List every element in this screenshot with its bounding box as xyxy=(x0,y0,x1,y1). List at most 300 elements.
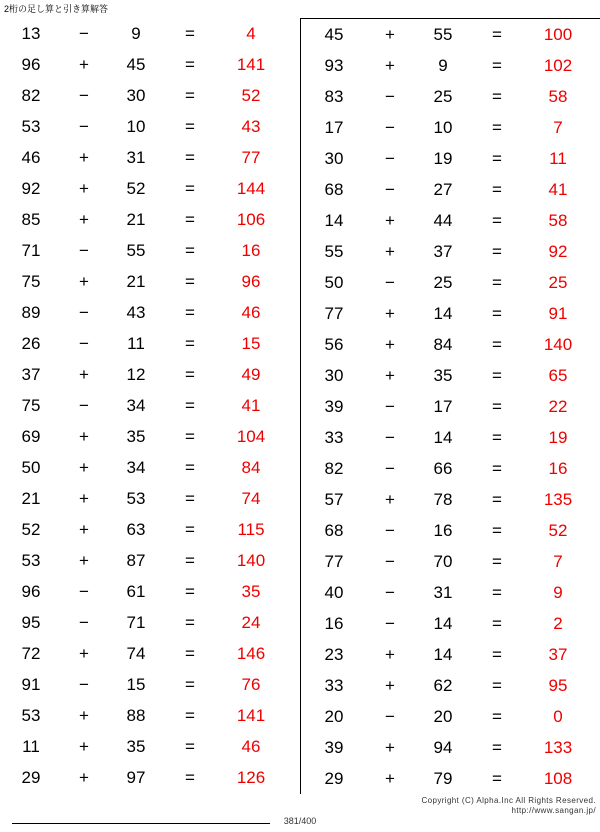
operand-left: 33 xyxy=(324,675,344,695)
answer-value: 43 xyxy=(241,116,261,136)
answer-value: 96 xyxy=(241,271,261,291)
operator: − xyxy=(79,581,89,601)
equals-sign: = xyxy=(492,520,502,540)
operand-left: 75 xyxy=(21,395,41,415)
equals-sign: = xyxy=(185,271,195,291)
operand-left: 57 xyxy=(324,489,344,509)
equals-sign: = xyxy=(492,210,502,230)
operand-left: 72 xyxy=(21,643,41,663)
operand-left: 29 xyxy=(21,767,41,787)
operand-right: 21 xyxy=(126,271,146,291)
equals-sign: = xyxy=(185,426,195,446)
answer-value: 41 xyxy=(241,395,261,415)
operand-right: 35 xyxy=(126,426,146,446)
equals-sign: = xyxy=(492,706,502,726)
equals-sign: = xyxy=(185,395,195,415)
equals-sign: = xyxy=(492,334,502,354)
operand-left: 55 xyxy=(324,241,344,261)
answer-value: 92 xyxy=(548,241,568,261)
operand-right: 19 xyxy=(433,148,453,168)
problem-row xyxy=(0,173,300,204)
problem-row xyxy=(0,359,300,390)
operand-right: 35 xyxy=(126,736,146,756)
operand-left: 96 xyxy=(21,581,41,601)
operator: + xyxy=(79,54,89,74)
answer-value: 52 xyxy=(241,85,261,105)
answer-value: 0 xyxy=(553,706,563,726)
problem-row xyxy=(301,670,600,701)
operator: + xyxy=(385,210,395,230)
operand-right: 21 xyxy=(126,209,146,229)
problem-row xyxy=(301,81,600,112)
problem-row xyxy=(301,422,600,453)
equals-sign: = xyxy=(492,644,502,664)
operand-left: 93 xyxy=(324,55,344,75)
operator: − xyxy=(79,333,89,353)
equals-sign: = xyxy=(185,240,195,260)
operator: − xyxy=(385,396,395,416)
operator: − xyxy=(385,458,395,478)
operator: − xyxy=(385,427,395,447)
operand-right: 61 xyxy=(126,581,146,601)
operand-left: 82 xyxy=(21,85,41,105)
operand-left: 77 xyxy=(324,303,344,323)
operator: + xyxy=(385,241,395,261)
problem-row xyxy=(0,762,300,793)
answer-value: 37 xyxy=(548,644,568,664)
operand-left: 46 xyxy=(21,147,41,167)
answer-value: 19 xyxy=(548,427,568,447)
operator: − xyxy=(79,240,89,260)
operand-right: 16 xyxy=(433,520,453,540)
answer-value: 22 xyxy=(548,396,568,416)
operand-right: 17 xyxy=(433,396,453,416)
operand-right: 55 xyxy=(126,240,146,260)
operand-left: 77 xyxy=(324,551,344,571)
problem-row xyxy=(0,142,300,173)
answer-value: 106 xyxy=(236,209,266,229)
operand-right: 43 xyxy=(126,302,146,322)
operand-right: 97 xyxy=(126,767,146,787)
operand-left: 29 xyxy=(324,768,344,788)
problem-row xyxy=(301,453,600,484)
answer-value: 49 xyxy=(241,364,261,384)
operand-left: 39 xyxy=(324,396,344,416)
problem-row xyxy=(301,360,600,391)
operator: + xyxy=(385,737,395,757)
problem-column-left xyxy=(0,18,300,794)
operator: + xyxy=(79,426,89,446)
equals-sign: = xyxy=(185,178,195,198)
problem-row xyxy=(301,174,600,205)
operator: + xyxy=(79,209,89,229)
problem-row xyxy=(0,483,300,514)
operator: + xyxy=(385,768,395,788)
operand-left: 30 xyxy=(324,365,344,385)
equals-sign: = xyxy=(185,488,195,508)
operand-right: 34 xyxy=(126,457,146,477)
answer-value: 35 xyxy=(241,581,261,601)
problem-row xyxy=(301,515,600,546)
equals-sign: = xyxy=(185,333,195,353)
operator: + xyxy=(79,550,89,570)
operator: − xyxy=(79,116,89,136)
operator: − xyxy=(79,674,89,694)
equals-sign: = xyxy=(492,272,502,292)
operand-right: 9 xyxy=(438,55,448,75)
operand-right: 87 xyxy=(126,550,146,570)
copyright-line-1: Copyright (C) Alpha.Inc All Rights Reserved. xyxy=(421,796,596,805)
operand-right: 53 xyxy=(126,488,146,508)
operand-right: 55 xyxy=(433,24,453,44)
operator: + xyxy=(79,643,89,663)
answer-value: 140 xyxy=(236,550,266,570)
operator: + xyxy=(79,147,89,167)
copyright-line-2: http://www.sangan.jp/ xyxy=(511,806,596,815)
operand-right: 20 xyxy=(433,706,453,726)
problem-row xyxy=(301,763,600,794)
operand-right: 12 xyxy=(126,364,146,384)
operator: + xyxy=(385,24,395,44)
answer-value: 24 xyxy=(241,612,261,632)
equals-sign: = xyxy=(492,582,502,602)
operator: + xyxy=(79,178,89,198)
operand-right: 14 xyxy=(433,613,453,633)
equals-sign: = xyxy=(185,364,195,384)
problem-row xyxy=(301,391,600,422)
problem-row xyxy=(301,546,600,577)
equals-sign: = xyxy=(185,643,195,663)
answer-value: 74 xyxy=(241,488,261,508)
equals-sign: = xyxy=(185,705,195,725)
problem-rows-left xyxy=(0,18,300,793)
operand-left: 96 xyxy=(21,54,41,74)
operand-right: 25 xyxy=(433,272,453,292)
problem-row xyxy=(0,576,300,607)
problem-row xyxy=(0,638,300,669)
operand-left: 23 xyxy=(324,644,344,664)
equals-sign: = xyxy=(185,116,195,136)
operand-right: 11 xyxy=(127,333,145,353)
problem-row xyxy=(0,545,300,576)
equals-sign: = xyxy=(492,241,502,261)
operand-left: 21 xyxy=(21,488,41,508)
problem-row xyxy=(0,266,300,297)
page-number: 381/400 xyxy=(283,816,317,826)
problem-row xyxy=(301,329,600,360)
answer-value: 25 xyxy=(548,272,568,292)
equals-sign: = xyxy=(492,613,502,633)
answer-value: 9 xyxy=(553,582,563,602)
equals-sign: = xyxy=(492,427,502,447)
answer-value: 126 xyxy=(236,767,266,787)
equals-sign: = xyxy=(492,303,502,323)
operator: − xyxy=(79,395,89,415)
operand-left: 89 xyxy=(21,302,41,322)
equals-sign: = xyxy=(185,85,195,105)
equals-sign: = xyxy=(185,519,195,539)
operand-left: 30 xyxy=(324,148,344,168)
operator: + xyxy=(79,705,89,725)
operator: + xyxy=(79,767,89,787)
operator: − xyxy=(385,179,395,199)
problem-row xyxy=(301,298,600,329)
operand-left: 37 xyxy=(21,364,41,384)
problem-row xyxy=(0,607,300,638)
operand-left: 11 xyxy=(22,736,40,756)
operand-left: 91 xyxy=(21,674,41,694)
problem-row xyxy=(0,204,300,235)
operator: + xyxy=(385,55,395,75)
copyright-notice xyxy=(421,796,596,816)
operand-right: 37 xyxy=(433,241,453,261)
problem-row xyxy=(0,390,300,421)
problem-row xyxy=(0,297,300,328)
operand-left: 56 xyxy=(324,334,344,354)
problem-row xyxy=(0,700,300,731)
answer-value: 7 xyxy=(553,551,563,571)
operator: + xyxy=(79,519,89,539)
operator: − xyxy=(79,85,89,105)
operator: − xyxy=(79,612,89,632)
answer-value: 65 xyxy=(548,365,568,385)
operand-right: 74 xyxy=(126,643,146,663)
operator: − xyxy=(385,706,395,726)
operand-right: 35 xyxy=(433,365,453,385)
answer-value: 133 xyxy=(543,737,573,757)
problem-row xyxy=(0,49,300,80)
equals-sign: = xyxy=(185,209,195,229)
operand-left: 50 xyxy=(324,272,344,292)
operand-left: 16 xyxy=(324,613,344,633)
answer-value: 84 xyxy=(241,457,261,477)
operand-left: 45 xyxy=(324,24,344,44)
operator: + xyxy=(385,303,395,323)
operator: + xyxy=(385,365,395,385)
problem-row xyxy=(0,328,300,359)
operand-right: 14 xyxy=(433,644,453,664)
operand-left: 33 xyxy=(324,427,344,447)
answer-value: 46 xyxy=(241,302,261,322)
problem-row xyxy=(0,452,300,483)
operand-left: 50 xyxy=(21,457,41,477)
equals-sign: = xyxy=(185,581,195,601)
equals-sign: = xyxy=(185,674,195,694)
operand-left: 26 xyxy=(21,333,41,353)
operand-right: 88 xyxy=(126,705,146,725)
problem-rows-right xyxy=(301,18,600,794)
operator: + xyxy=(79,364,89,384)
problem-row xyxy=(0,731,300,762)
operator: − xyxy=(385,613,395,633)
operator: − xyxy=(385,582,395,602)
operand-right: 45 xyxy=(126,54,146,74)
operand-left: 53 xyxy=(21,116,41,136)
problem-row xyxy=(0,235,300,266)
problem-row xyxy=(301,236,600,267)
answer-value: 77 xyxy=(241,147,261,167)
answer-value: 58 xyxy=(548,86,568,106)
operand-right: 94 xyxy=(433,737,453,757)
answer-value: 104 xyxy=(236,426,266,446)
operator: − xyxy=(385,551,395,571)
problem-row xyxy=(301,608,600,639)
operand-right: 78 xyxy=(433,489,453,509)
operand-left: 92 xyxy=(21,178,41,198)
operand-left: 95 xyxy=(21,612,41,632)
answer-value: 41 xyxy=(548,179,568,199)
answer-value: 140 xyxy=(543,334,573,354)
operator: + xyxy=(79,271,89,291)
problem-row xyxy=(301,143,600,174)
answer-value: 76 xyxy=(241,674,261,694)
operand-right: 25 xyxy=(433,86,453,106)
answer-value: 46 xyxy=(241,736,261,756)
answer-value: 91 xyxy=(548,303,568,323)
operand-left: 53 xyxy=(21,550,41,570)
operand-right: 10 xyxy=(433,117,453,137)
answer-value: 58 xyxy=(548,210,568,230)
problem-column-right xyxy=(300,18,600,794)
problem-row xyxy=(0,18,300,49)
operand-left: 68 xyxy=(324,520,344,540)
operator: − xyxy=(385,117,395,137)
answer-value: 141 xyxy=(236,705,266,725)
operand-left: 68 xyxy=(324,179,344,199)
equals-sign: = xyxy=(185,23,195,43)
operand-right: 14 xyxy=(433,427,453,447)
answer-value: 100 xyxy=(543,24,573,44)
operand-right: 62 xyxy=(433,675,453,695)
answer-value: 7 xyxy=(553,117,563,137)
operand-right: 84 xyxy=(433,334,453,354)
equals-sign: = xyxy=(492,396,502,416)
operand-left: 83 xyxy=(324,86,344,106)
equals-sign: = xyxy=(492,551,502,571)
answer-value: 146 xyxy=(236,643,266,663)
operand-left: 20 xyxy=(324,706,344,726)
problem-row xyxy=(301,205,600,236)
problem-row xyxy=(301,732,600,763)
operand-left: 75 xyxy=(21,271,41,291)
answer-value: 135 xyxy=(543,489,573,509)
equals-sign: = xyxy=(492,148,502,168)
equals-sign: = xyxy=(492,179,502,199)
operator: + xyxy=(385,489,395,509)
operand-right: 31 xyxy=(433,582,453,602)
equals-sign: = xyxy=(185,147,195,167)
operand-left: 71 xyxy=(21,240,41,260)
equals-sign: = xyxy=(185,54,195,74)
answer-value: 4 xyxy=(246,23,256,43)
operand-left: 53 xyxy=(21,705,41,725)
equals-sign: = xyxy=(185,550,195,570)
operand-right: 10 xyxy=(126,116,146,136)
operand-right: 66 xyxy=(433,458,453,478)
answer-value: 108 xyxy=(543,768,573,788)
operand-right: 63 xyxy=(126,519,146,539)
problem-row xyxy=(301,19,600,50)
answer-value: 15 xyxy=(241,333,261,353)
problem-row xyxy=(0,80,300,111)
operand-left: 39 xyxy=(324,737,344,757)
operand-right: 14 xyxy=(433,303,453,323)
equals-sign: = xyxy=(492,86,502,106)
answer-value: 11 xyxy=(549,148,567,168)
operand-right: 30 xyxy=(126,85,146,105)
answer-value: 115 xyxy=(237,519,265,539)
equals-sign: = xyxy=(185,767,195,787)
operator: + xyxy=(385,675,395,695)
operator: + xyxy=(79,488,89,508)
equals-sign: = xyxy=(185,302,195,322)
operand-right: 34 xyxy=(126,395,146,415)
answer-value: 141 xyxy=(236,54,266,74)
answer-value: 16 xyxy=(241,240,261,260)
problem-row xyxy=(301,484,600,515)
operand-right: 31 xyxy=(126,147,146,167)
operand-right: 44 xyxy=(433,210,453,230)
operand-left: 13 xyxy=(21,23,41,43)
operator: + xyxy=(79,736,89,756)
problem-row xyxy=(301,267,600,298)
problem-row xyxy=(0,514,300,545)
problem-row xyxy=(301,577,600,608)
operator: − xyxy=(79,302,89,322)
problem-row xyxy=(0,669,300,700)
operand-right: 15 xyxy=(126,674,146,694)
operator: − xyxy=(385,148,395,168)
equals-sign: = xyxy=(492,489,502,509)
operand-right: 71 xyxy=(126,612,146,632)
operator: + xyxy=(79,457,89,477)
equals-sign: = xyxy=(185,612,195,632)
operand-right: 52 xyxy=(126,178,146,198)
equals-sign: = xyxy=(492,675,502,695)
problem-row xyxy=(301,112,600,143)
answer-value: 2 xyxy=(553,613,563,633)
equals-sign: = xyxy=(185,457,195,477)
operator: + xyxy=(385,644,395,664)
answer-value: 16 xyxy=(548,458,568,478)
operand-left: 52 xyxy=(21,519,41,539)
operand-left: 40 xyxy=(324,582,344,602)
equals-sign: = xyxy=(492,458,502,478)
operand-right: 27 xyxy=(433,179,453,199)
equals-sign: = xyxy=(492,737,502,757)
equals-sign: = xyxy=(492,768,502,788)
page-title: 2桁の足し算と引き算解答 xyxy=(4,4,109,14)
operator: − xyxy=(385,520,395,540)
operand-left: 82 xyxy=(324,458,344,478)
problem-row xyxy=(301,50,600,81)
operand-left: 17 xyxy=(324,117,344,137)
equals-sign: = xyxy=(492,24,502,44)
operand-right: 79 xyxy=(433,768,453,788)
equals-sign: = xyxy=(492,55,502,75)
operand-left: 85 xyxy=(21,209,41,229)
operand-right: 70 xyxy=(433,551,453,571)
problem-columns xyxy=(0,18,600,794)
problem-row xyxy=(301,701,600,732)
operand-right: 9 xyxy=(131,23,141,43)
operator: − xyxy=(385,86,395,106)
answer-value: 95 xyxy=(548,675,568,695)
operator: − xyxy=(385,272,395,292)
equals-sign: = xyxy=(492,117,502,137)
operator: + xyxy=(385,334,395,354)
operand-left: 69 xyxy=(21,426,41,446)
